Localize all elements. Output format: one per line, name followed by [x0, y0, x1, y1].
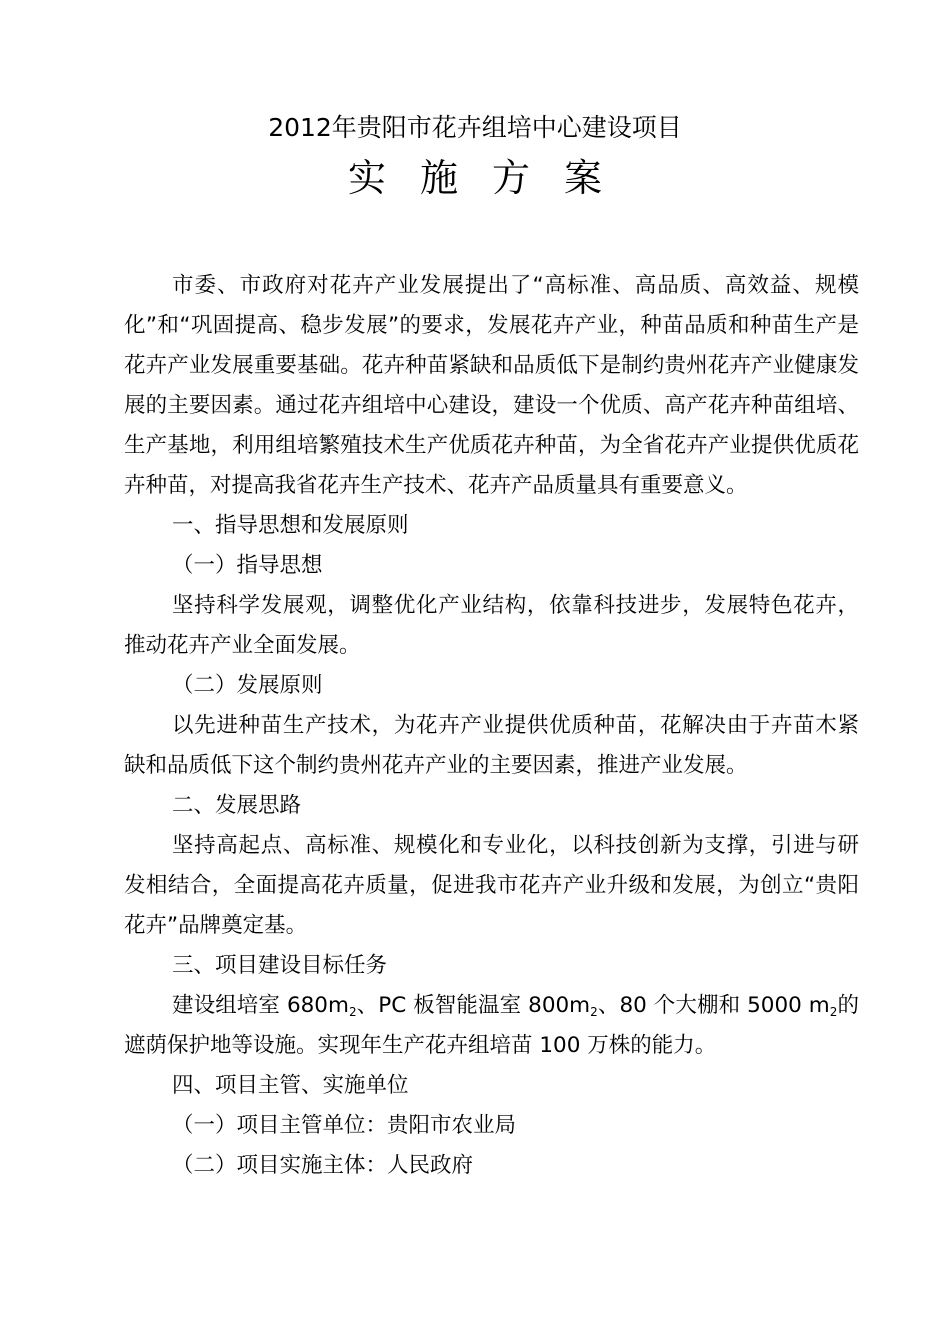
section-3-text-a: 建设组培室 680m — [172, 993, 349, 1018]
document-body — [124, 266, 859, 1186]
subsection-heading-1-2: （二）发展原则 — [172, 673, 323, 698]
subsection-heading-4-1: （一）项目主管单位：贵阳市农业局 — [172, 1113, 517, 1138]
subsection-paragraph-1-1: 坚持科学发展观，调整优化产业结构，依靠科技进步，发展特色花卉，推动花卉产业全面发展。 — [124, 593, 859, 658]
section-paragraph-2: 坚持高起点、高标准、规模化和专业化，以科技创新为支撑，引进与研发相结合，全面提高花卉质量，促进我市花卉产业升级和发展，为创立“贵阳花卉”品牌奠定基。 — [124, 833, 859, 938]
document-title: 2012年贵阳市花卉组培中心建设项目 — [268, 113, 682, 142]
section-3-text-d: 的遮荫保护地等设施。实现年生产花卉组培苗 100 万株的能力。 — [124, 993, 859, 1058]
document-subtitle: 实施方案 — [347, 156, 636, 200]
section-3-text-b: 、PC 板智能温室 800m — [356, 993, 591, 1018]
section-heading-3: 三、项目建设目标任务 — [172, 953, 388, 978]
section-3-text-c: 、80 个大棚和 5000 m — [597, 993, 830, 1018]
subsection-paragraph-1-2: 以先进种苗生产技术，为花卉产业提供优质种苗，花解决由于卉苗木紧缺和品质低下这个制约贵州花卉产业的主要因素，推进产业发展。 — [124, 713, 859, 778]
area-unit-subscript: 2 — [348, 1005, 357, 1019]
intro-paragraph: 市委、市政府对花卉产业发展提出了“高标准、高品质、高效益、规模化”和“巩固提高、稳步发展”的要求，发展花卉产业，种苗品质和种苗生产是花卉产业发展重要基础。花卉种苗紧缺和品质低下是制约贵州花卉产业健康发展的主要因素。通过花卉组培中心建设，建设一个优质、高产花卉种苗组培、生产基地，利用组培繁殖技术生产优质花卉种苗，为全省花卉产业提供优质花卉种苗，对提高我省花卉生产技术、花卉产品质量具有重要意义。 — [124, 273, 859, 498]
section-heading-1: 一、指导思想和发展原则 — [172, 513, 409, 538]
area-unit-subscript: 2 — [829, 1005, 838, 1019]
section-heading-2: 二、发展思路 — [172, 793, 302, 818]
subsection-heading-4-2: （二）项目实施主体：人民政府 — [172, 1153, 474, 1178]
area-unit-subscript: 2 — [590, 1005, 598, 1019]
section-heading-4: 四、项目主管、实施单位 — [172, 1073, 409, 1098]
section-paragraph-3 — [124, 986, 859, 1066]
subsection-heading-1-1: （一）指导思想 — [172, 553, 323, 578]
